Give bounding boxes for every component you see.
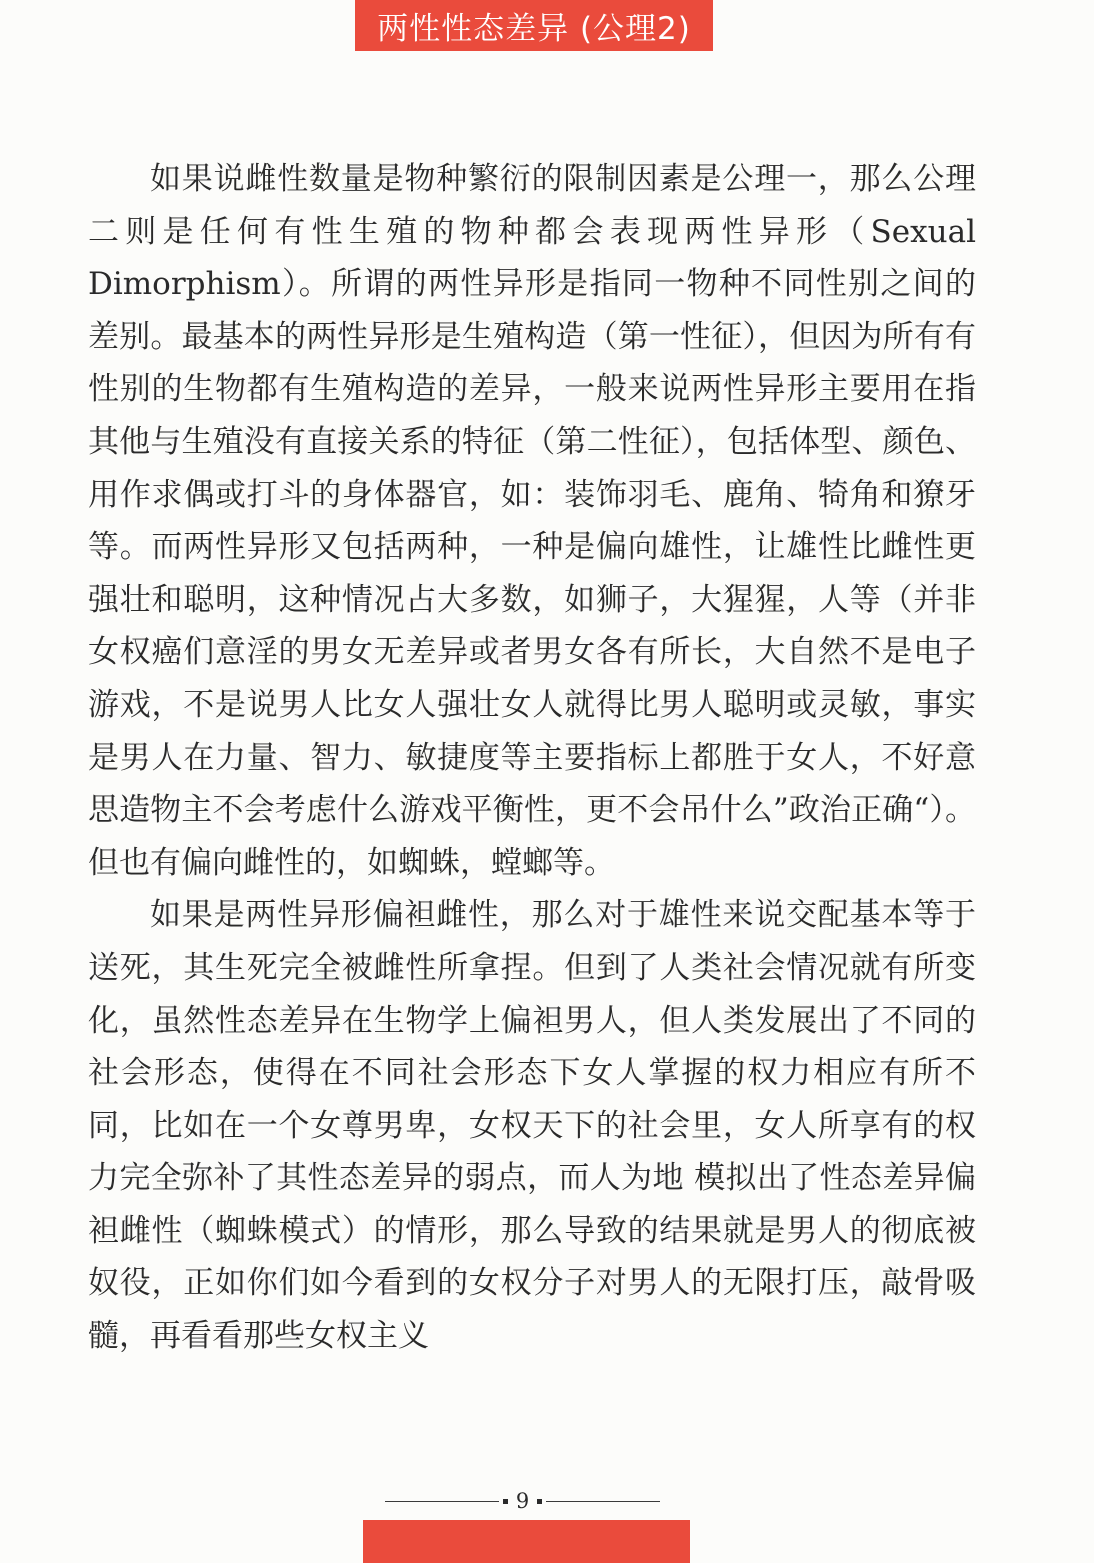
paragraph-2: 如果是两性异形偏袒雌性，那么对于雄性来说交配基本等于送死，其生死完全被雌性所拿捏。但到了人类社会情况就有所变化，虽然性态差异在生物学上偏袒男人，但人类发展出了不同的社会形态，使得在不同社会形态下女人掌握的权力相应有所不同，比如在一个女尊男卑，女权天下的社会里，女人所享有的权力完全弥补了其性态差异的弱点，而人为地 模拟出了性态差异偏袒雌性（蜘蛛模式）的情形，那么导致的结果就是男人的彻底被奴役，正如你们如今看到的女权分子对男人的无限打压，敲骨吸髓，再看看那些女权主义 [88, 897, 976, 1355]
paragraph-1: 如果说雌性数量是物种繁衍的限制因素是公理一，那么公理二则是任何有性生殖的物种都会表现两性异形（Sexual Dimorphism）。所谓的两性异形是指同一物种不同性别之间的 差别。最基本的两性异形是生殖构造（第一性征），但因为所有有性别的生物都有生殖构造的差异，一般来说两性异形主要用在指其他与生殖没有直接关系的特征（第二性征），包括体型、颜色、用作求偶或打斗的身体器官，如：装饰羽毛、鹿角、犄角和獠牙等。而两性异形又包括两种，一种是偏向雄性，让雄性比雌性更强壮和聪明，这种情况占大多数，如狮子，大猩猩，人等（并非女权癌们意淫的男女无差异或者男女各有所长，大自然不是电子游戏，不是说男人比女人强壮女人就得比男人聪明或灵敏，事实是男人在力量、智力、敏捷度等主要指标上都胜于女人，不好意思造物主不会考虑什么游戏平衡性，更不会吊什么”政治正确“）。但也有偏向雌性的，如蜘蛛，螳螂等。 [88, 161, 976, 881]
body-text [88, 153, 976, 1363]
footer-rule-left [385, 1501, 499, 1502]
header-banner [355, 0, 713, 51]
footer-dot-left [503, 1499, 508, 1504]
bottom-color-band [363, 1520, 690, 1563]
footer-dot-right [537, 1499, 542, 1504]
page-footer [385, 1488, 660, 1514]
footer-rule-right [546, 1501, 660, 1502]
page-number: 9 [515, 1489, 530, 1513]
page-title: 两性性态差异 (公理2) [377, 11, 691, 47]
